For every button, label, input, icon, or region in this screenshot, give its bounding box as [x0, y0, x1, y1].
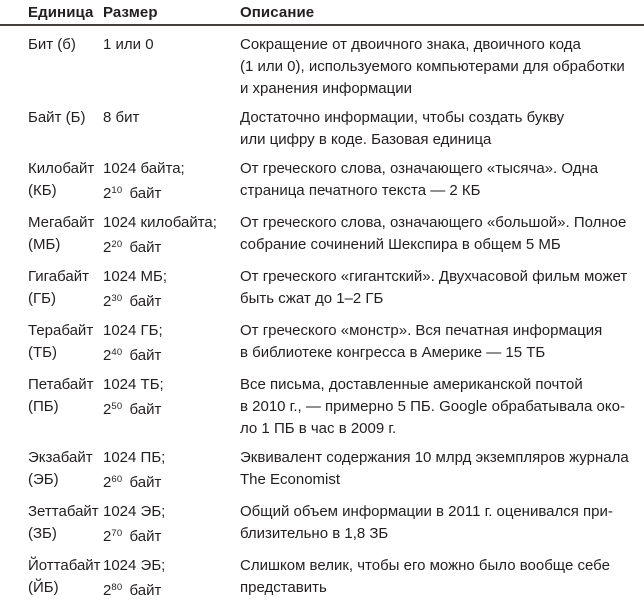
size-line: [103, 288, 240, 313]
table-row: [28, 212, 644, 259]
desc-line: близительно в 1,8 ЗБ: [240, 525, 389, 542]
unit-cell: [28, 555, 103, 602]
size-cell: [103, 447, 240, 494]
size-base: 2: [103, 582, 112, 599]
size-cell: [103, 107, 240, 151]
size-line: 1024 МБ;: [103, 268, 168, 285]
unit-cell: [28, 501, 103, 548]
size-line: [103, 577, 240, 602]
size-line: 1024 ПБ;: [103, 449, 166, 466]
desc-line: От греческого слова, означающего «тысяча». Одна: [240, 160, 599, 177]
size-unit-word: байт: [129, 293, 162, 310]
size-line: [103, 469, 240, 494]
desc-line: страница печатного текста — 2 КБ: [240, 182, 481, 199]
desc-cell: [240, 212, 644, 259]
desc-line: От греческого «монстр». Вся печатная информация: [240, 322, 603, 339]
desc-cell: [240, 266, 644, 313]
desc-cell: [240, 34, 644, 100]
desc-line: быть сжат до 1–2 ГБ: [240, 290, 384, 307]
size-unit-word: байт: [129, 185, 162, 202]
unit-line: Байт (Б): [28, 109, 86, 126]
size-line: 8 бит: [103, 109, 140, 126]
size-line: [103, 523, 240, 548]
size-unit-word: байт: [129, 474, 162, 491]
size-cell: [103, 374, 240, 440]
desc-line: Эквивалент содержания 10 млрд экземпляров журнала: [240, 449, 629, 466]
desc-line: (1 или 0), используемого компьютерами для обработки: [240, 58, 625, 75]
size-unit-word: байт: [129, 582, 162, 599]
size-line: 1024 ЭБ;: [103, 557, 166, 574]
table-row: [28, 266, 644, 313]
header-description: Описание: [240, 4, 315, 21]
size-cell: [103, 555, 240, 602]
unit-line: (МБ): [28, 236, 61, 253]
desc-line: и хранения информации: [240, 80, 413, 97]
size-base: 2: [103, 401, 112, 418]
size-line: 1024 килобайта;: [103, 214, 217, 231]
desc-line: представить: [240, 579, 327, 596]
desc-cell: [240, 107, 644, 151]
unit-line: Петабайт: [28, 376, 94, 393]
unit-cell: [28, 320, 103, 367]
table-row: [28, 320, 644, 367]
desc-cell: [240, 374, 644, 440]
desc-cell: [240, 501, 644, 548]
desc-cell: [240, 447, 644, 494]
unit-line: (ТБ): [28, 344, 57, 361]
table-row: [28, 107, 644, 151]
unit-cell: [28, 374, 103, 440]
size-line: 1 или 0: [103, 36, 154, 53]
size-cell: [103, 320, 240, 367]
size-base: 2: [103, 474, 112, 491]
desc-line: Все письма, доставленные американской почтой: [240, 376, 583, 393]
table-body: [0, 26, 644, 602]
size-base: 2: [103, 528, 112, 545]
desc-line: или цифру в коде. Базовая единица: [240, 131, 492, 148]
size-unit-word: байт: [129, 347, 162, 364]
size-exponent: 60: [111, 474, 123, 485]
size-unit-word: байт: [129, 401, 162, 418]
size-base: 2: [103, 239, 112, 256]
size-base: 2: [103, 185, 112, 202]
desc-line: The Economist: [240, 471, 341, 488]
size-cell: [103, 266, 240, 313]
unit-line: (ЗБ): [28, 525, 57, 542]
size-line: [103, 342, 240, 367]
size-exponent: 50: [111, 401, 123, 412]
size-line: 1024 байта;: [103, 160, 185, 177]
unit-line: Гигабайт: [28, 268, 89, 285]
desc-line: От греческого слова, означающего «большой». Полное: [240, 214, 627, 231]
table-row: [28, 555, 644, 602]
desc-line: ло 1 ПБ в час в 2009 г.: [240, 420, 397, 437]
unit-cell: [28, 107, 103, 151]
unit-cell: [28, 212, 103, 259]
size-line: 1024 ГБ;: [103, 322, 163, 339]
header-unit: Единица: [28, 4, 94, 21]
size-line: 1024 ЭБ;: [103, 503, 166, 520]
table-row: [28, 501, 644, 548]
unit-line: Экзабайт: [28, 449, 93, 466]
desc-line: Общий объем информации в 2011 г. оценивался при-: [240, 503, 613, 520]
desc-line: Слишком велик, чтобы его можно было вообще себе: [240, 557, 610, 574]
table-header: [0, 0, 644, 21]
size-line: 1024 ТБ;: [103, 376, 164, 393]
unit-line: (КБ): [28, 182, 57, 199]
unit-line: (ПБ): [28, 398, 59, 415]
size-cell: [103, 34, 240, 100]
size-unit-word: байт: [129, 239, 162, 256]
desc-line: От греческого «гигантский». Двухчасовой фильм может: [240, 268, 628, 285]
unit-line: (ГБ): [28, 290, 56, 307]
desc-cell: [240, 320, 644, 367]
size-cell: [103, 212, 240, 259]
size-exponent: 30: [111, 293, 123, 304]
table-row: [28, 34, 644, 100]
desc-line: собрание сочинений Шекспира в общем 5 МБ: [240, 236, 561, 253]
table-row: [28, 374, 644, 440]
unit-cell: [28, 158, 103, 205]
desc-line: Достаточно информации, чтобы создать букву: [240, 109, 565, 126]
desc-line: в 2010 г., — примерно 5 ПБ. Google обрабатывала око-: [240, 398, 625, 415]
size-exponent: 40: [111, 347, 123, 358]
desc-line: Сокращение от двоичного знака, двоичного кода: [240, 36, 581, 53]
unit-line: Бит (б): [28, 36, 76, 53]
size-cell: [103, 158, 240, 205]
unit-line: (ЙБ): [28, 579, 59, 596]
desc-cell: [240, 158, 644, 205]
table-row: [28, 158, 644, 205]
unit-line: Йоттабайт: [28, 557, 101, 574]
unit-line: Терабайт: [28, 322, 94, 339]
header-size: Размер: [103, 4, 158, 21]
table-row: [28, 447, 644, 494]
desc-cell: [240, 555, 644, 602]
size-exponent: 10: [111, 185, 123, 196]
size-base: 2: [103, 293, 112, 310]
unit-cell: [28, 266, 103, 313]
size-exponent: 70: [111, 528, 123, 539]
size-exponent: 20: [111, 239, 123, 250]
size-exponent: 80: [111, 582, 123, 593]
unit-line: Килобайт: [28, 160, 95, 177]
unit-cell: [28, 34, 103, 100]
unit-line: (ЭБ): [28, 471, 59, 488]
size-base: 2: [103, 347, 112, 364]
size-cell: [103, 501, 240, 548]
unit-cell: [28, 447, 103, 494]
desc-line: в библиотеке конгресса в Америке — 15 ТБ: [240, 344, 546, 361]
unit-line: Зеттабайт: [28, 503, 99, 520]
size-line: [103, 396, 240, 421]
size-unit-word: байт: [129, 528, 162, 545]
unit-line: Мегабайт: [28, 214, 95, 231]
size-line: [103, 234, 240, 259]
size-line: [103, 180, 240, 205]
